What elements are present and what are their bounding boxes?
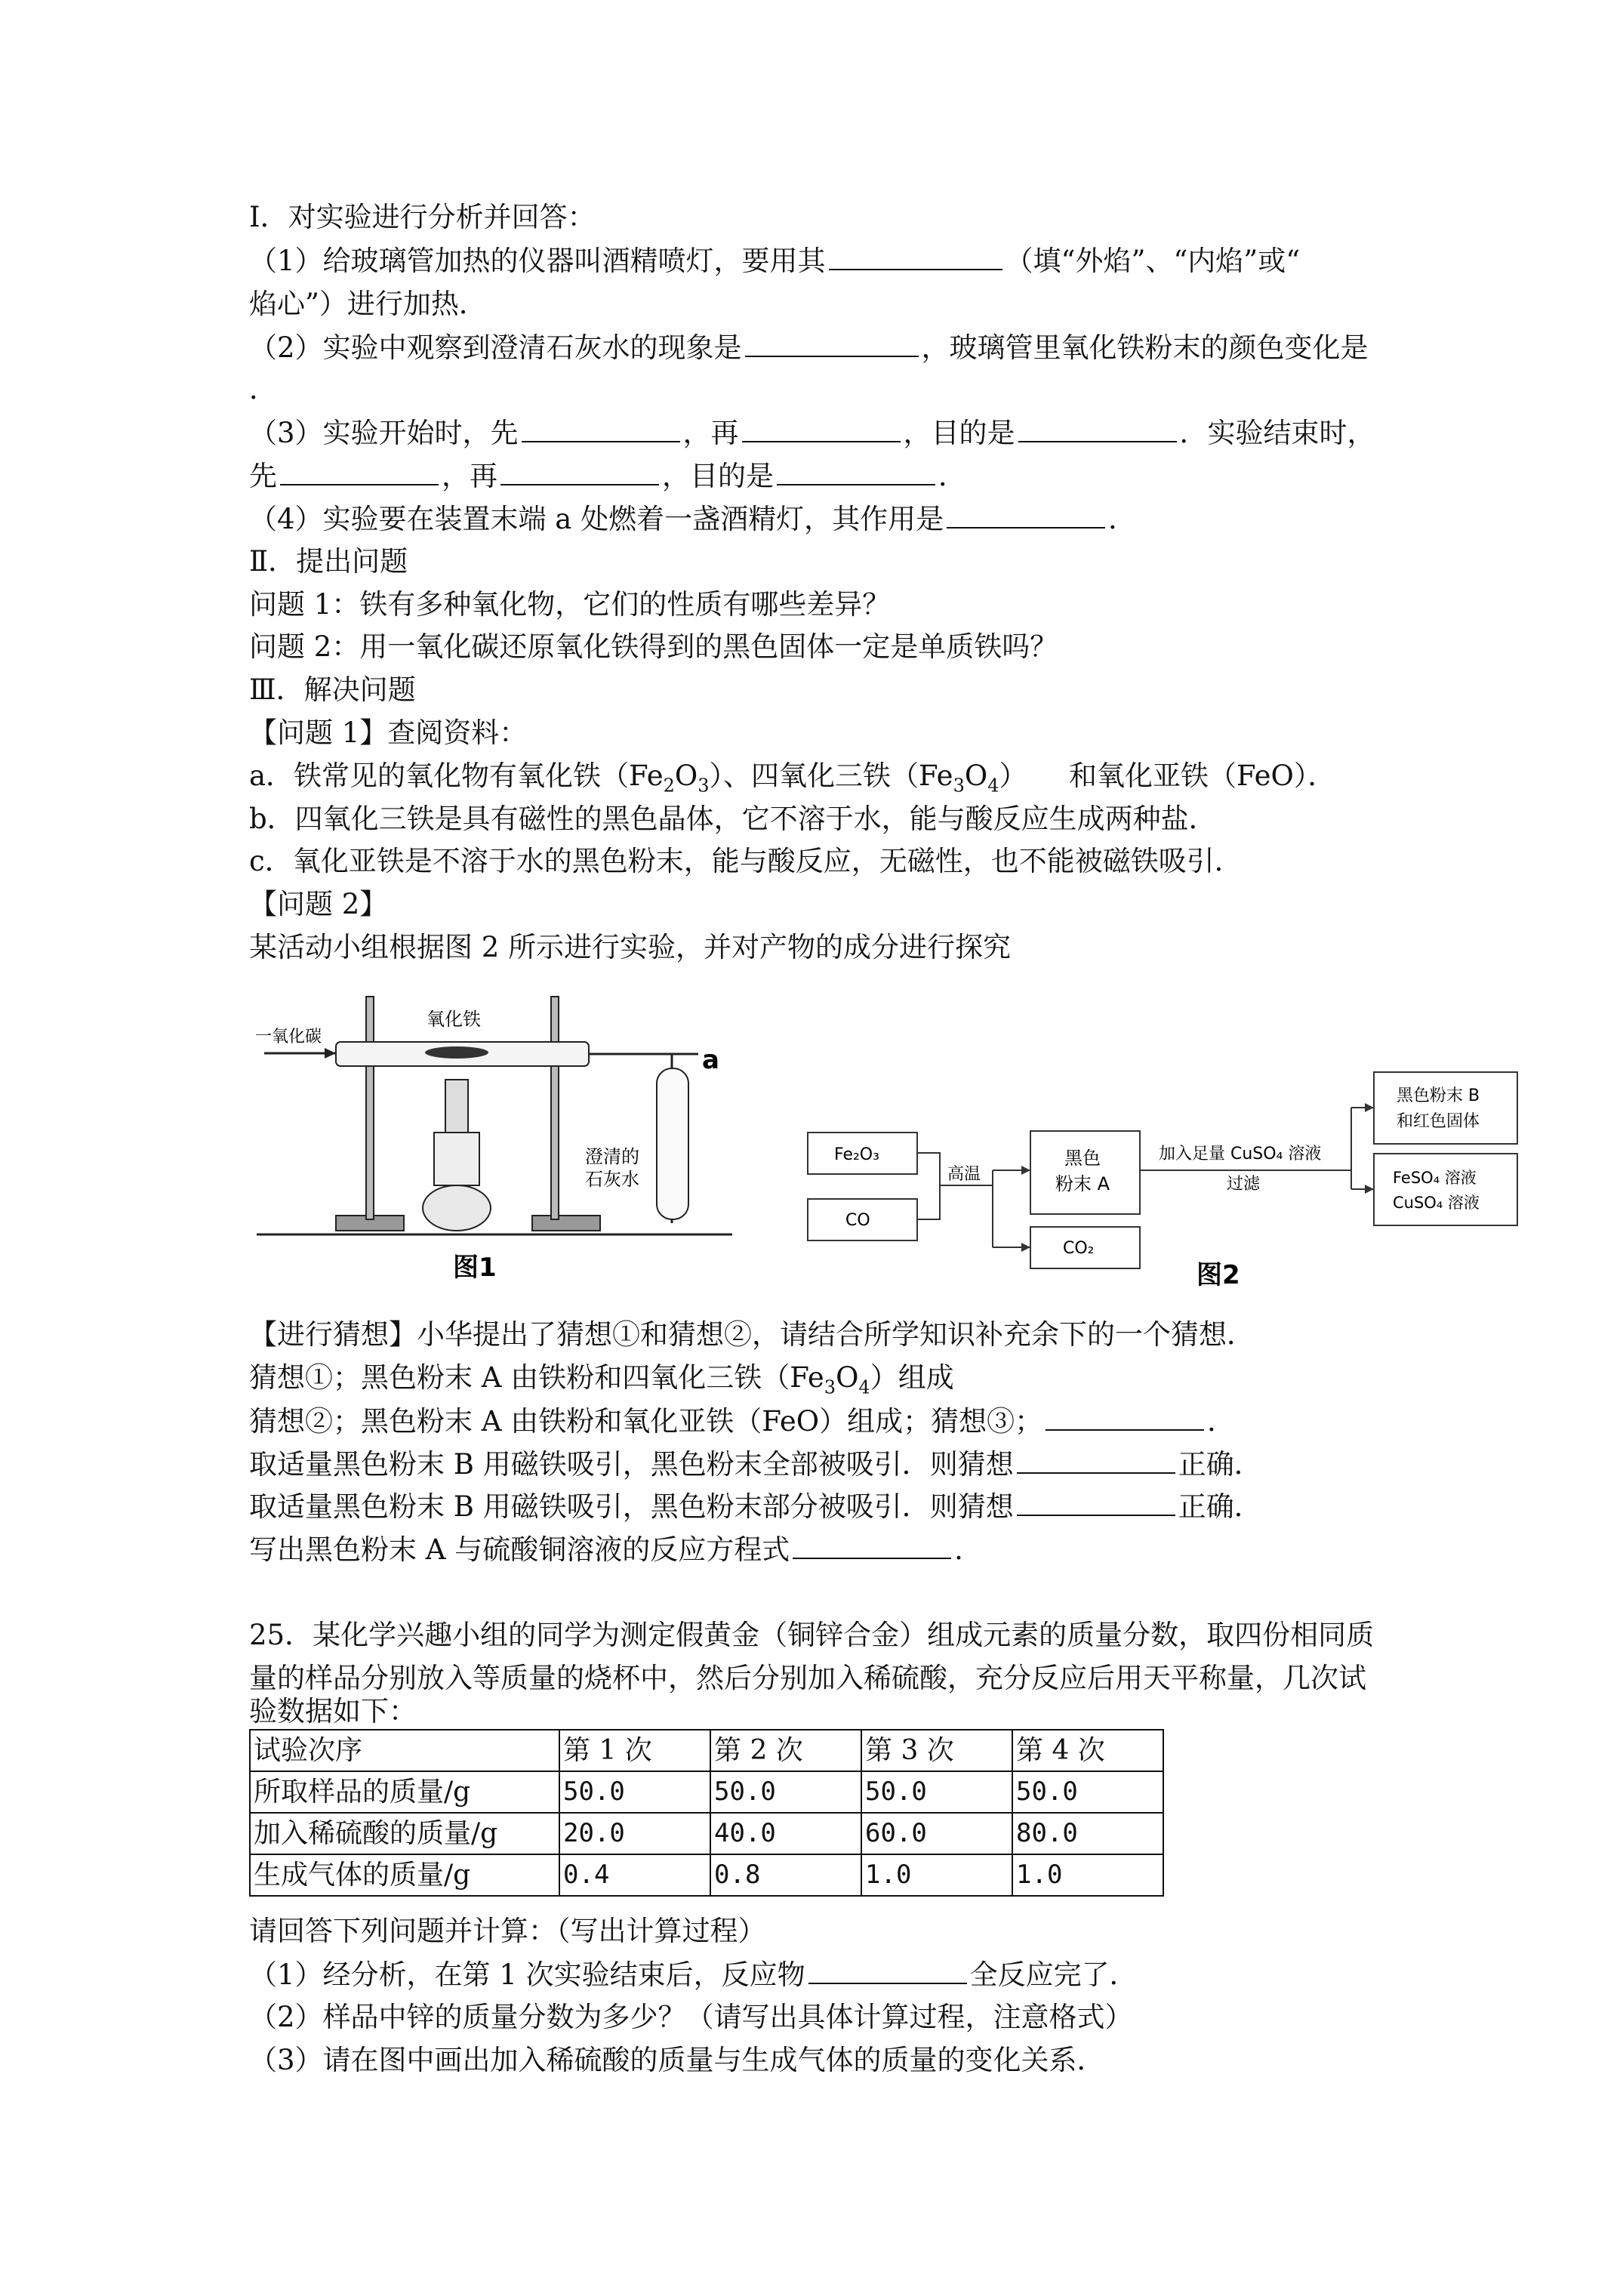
table-cell: 50.0	[559, 1771, 710, 1813]
answer-blank[interactable]	[777, 458, 935, 485]
figure2-flowchart	[800, 1065, 1540, 1291]
stand-base-right	[532, 1216, 600, 1231]
table-cell: 生成气体的质量/g	[250, 1854, 559, 1896]
q25-line1: 25．某化学兴趣小组的同学为测定假黄金（铜锌合金）组成元素的质量分数，取四份相同质	[249, 1619, 1375, 1651]
guess-intro: 【进行猜想】小华提出了猜想①和猜想②，请结合所学知识补充余下的一个猜想．	[249, 1318, 1255, 1351]
stand-rod-left	[366, 997, 374, 1219]
box-black-powder-a	[1030, 1131, 1140, 1214]
table-header-row	[250, 1730, 1163, 1771]
part1-q3: （3）实验开始时，先 ，再 ，目的是 ．实验结束时，	[249, 417, 1375, 449]
q25-instruction: 请回答下列问题并计算：（写出计算过程）	[249, 1915, 766, 1947]
part1-q3-cont: 先 ，再 ，目的是 ．	[249, 460, 966, 492]
table-header-cell: 第 3 次	[861, 1730, 1012, 1771]
q25-sub1: （1）经分析，在第 1 次实验结束后，反应物 全反应完了．	[249, 1959, 1138, 1991]
answer-blank[interactable]	[280, 458, 439, 485]
table-header-cell: 试验次序	[250, 1730, 559, 1771]
experiment-data-table	[249, 1729, 1164, 1897]
answer-blank[interactable]	[947, 501, 1105, 529]
table-cell: 0.4	[559, 1854, 710, 1896]
table-cell: 60.0	[861, 1813, 1012, 1854]
part2-problem2: 问题 2：用一氧化碳还原氧化铁得到的黑色固体一定是单质铁吗？	[249, 630, 1058, 663]
part3-problem1-title: 【问题 1】查阅资料：	[249, 717, 528, 749]
text-co2: CO₂	[1063, 1239, 1095, 1258]
text-black-1: 黑色	[1064, 1148, 1101, 1169]
part1-q1: （1）给玻璃管加热的仪器叫酒精喷灯，要用其 （填“外焰”、“内焰”或“	[249, 245, 1301, 277]
equation-line: 写出黑色粉末 A 与硫酸铜溶液的反应方程式 ．	[249, 1533, 983, 1566]
iron-oxide-powder	[425, 1046, 488, 1059]
answer-blank[interactable]	[793, 1532, 951, 1559]
q25-sub2: （2）样品中锌的质量分数为多少？（请写出具体计算过程，注意格式）	[249, 2001, 1133, 2033]
answer-blank[interactable]	[808, 1957, 967, 1984]
label-a: a	[702, 1045, 719, 1075]
part2-problem1: 问题 1：铁有多种氧化物，它们的性质有哪些差异？	[249, 588, 891, 621]
test-2: 取适量黑色粉末 B 用磁铁吸引，黑色粉末部分被吸引．则猜想 正确．	[249, 1490, 1262, 1523]
part1-q2: （2）实验中观察到澄清石灰水的现象是 ，玻璃管里氧化铁粉末的颜色变化是	[249, 331, 1369, 364]
test-tube	[657, 1068, 688, 1219]
label-limewater-1: 澄清的	[585, 1146, 639, 1167]
answer-blank[interactable]	[1017, 1447, 1175, 1474]
guess-2: 猜想②；黑色粉末 A 由铁粉和氧化亚铁（FeO）组成；猜想③； ．	[249, 1405, 1236, 1438]
text-filter: 过滤	[1227, 1175, 1261, 1194]
burner-base	[423, 1185, 491, 1231]
text-b-1: 黑色粉末 B	[1397, 1086, 1480, 1105]
test-1: 取适量黑色粉末 B 用磁铁吸引，黑色粉末全部被吸引．则猜想 正确．	[249, 1448, 1262, 1481]
answer-blank[interactable]	[1046, 1404, 1204, 1431]
table-cell: 50.0	[861, 1771, 1012, 1813]
burner-flame	[445, 1080, 468, 1133]
answer-blank[interactable]	[1018, 415, 1177, 442]
label-limewater-2: 石灰水	[585, 1169, 639, 1190]
table-cell: 1.0	[861, 1854, 1012, 1896]
table-cell: 40.0	[710, 1813, 861, 1854]
table-row	[250, 1771, 1163, 1813]
q25-line2: 量的样品分别放入等质量的烧杯中，然后分别加入稀硫酸，充分反应后用天平称量，几次试	[249, 1662, 1366, 1694]
text-co: CO	[845, 1211, 870, 1230]
figure1-caption: 图1	[453, 1253, 497, 1283]
q25-sub3: （3）请在图中画出加入稀硫酸的质量与生成气体的质量的变化关系．	[249, 2044, 1105, 2076]
table-cell: 80.0	[1012, 1813, 1163, 1854]
table-cell: 50.0	[1012, 1771, 1163, 1813]
label-co: 一氧化碳	[255, 1028, 322, 1046]
table-row	[250, 1813, 1163, 1854]
merge-line	[917, 1153, 940, 1219]
part3-info-a: a．铁常见的氧化物有氧化铁$(Fe_2O_3)$、四氧化三铁$(Fe_3O_4)$ 和氧化亚铁（FeO）．	[249, 760, 1336, 797]
text-black-2: 粉末 A	[1055, 1173, 1110, 1194]
text-fe2o3: Fe₂O₃	[834, 1145, 879, 1164]
filter-split-line	[1351, 1108, 1374, 1189]
answer-blank[interactable]	[500, 458, 659, 485]
box-solutions	[1374, 1154, 1517, 1225]
table-header-cell: 第 1 次	[559, 1730, 710, 1771]
text-sol-2: CuSO₄ 溶液	[1393, 1194, 1480, 1212]
table-row	[250, 1854, 1163, 1896]
part1-q4: （4）实验要在装置末端 a 处燃着一盏酒精灯，其作用是 ．	[249, 503, 1137, 535]
table-header-cell: 第 4 次	[1012, 1730, 1163, 1771]
part1-q1-cont: 焰心”）进行加热．	[249, 288, 487, 320]
part3-info-b: b．四氧化三铁是具有磁性的黑色晶体，它不溶于水，能与酸反应生成两种盐．	[249, 803, 1217, 835]
answer-blank[interactable]	[1017, 1489, 1175, 1516]
answer-blank[interactable]	[522, 415, 680, 442]
label-iron-oxide: 氧化铁	[427, 1009, 481, 1030]
q25-line3: 验数据如下：	[249, 1695, 417, 1727]
table-cell: 1.0	[1012, 1854, 1163, 1896]
table-header-cell: 第 2 次	[710, 1730, 861, 1771]
part3-problem2-intro: 某活动小组根据图 2 所示进行实验，并对产物的成分进行探究	[249, 931, 1012, 963]
split-line	[993, 1170, 1030, 1247]
table-cell: 加入稀硫酸的质量/g	[250, 1813, 559, 1854]
part1-q2-cont: ．	[249, 373, 277, 405]
text-sol-1: FeSO₄ 溶液	[1393, 1169, 1477, 1187]
stand-rod-right	[551, 997, 559, 1219]
text-add-cuso4: 加入足量 CuSO₄ 溶液	[1159, 1145, 1322, 1163]
answer-blank[interactable]	[829, 243, 1002, 270]
answer-blank[interactable]	[742, 415, 901, 442]
text-high-temp: 高温	[947, 1165, 981, 1184]
figure1-apparatus	[249, 982, 793, 1284]
part3-problem2-title: 【问题 2】	[249, 888, 388, 920]
answer-blank[interactable]	[745, 330, 919, 357]
part1-heading: Ⅰ．对实验进行分析并回答：	[249, 201, 596, 233]
table-cell: 50.0	[710, 1771, 861, 1813]
table-cell: 20.0	[559, 1813, 710, 1854]
figure2-caption: 图2	[1196, 1260, 1240, 1290]
table-cell: 所取样品的质量/g	[250, 1771, 559, 1813]
part2-heading: Ⅱ．提出问题	[249, 545, 408, 578]
table-cell: 0.8	[710, 1854, 861, 1896]
burner-body	[434, 1133, 479, 1185]
box-black-powder-b	[1374, 1072, 1517, 1144]
guess-1: 猜想①；黑色粉末 A 由铁粉和四氧化三铁$(Fe_3O_4)$组成	[249, 1361, 954, 1398]
text-b-2: 和红色固体	[1397, 1112, 1480, 1131]
part3-info-c: c．氧化亚铁是不溶于水的黑色粉末，能与酸反应，无磁性，也不能被磁铁吸引．	[249, 845, 1243, 877]
part3-heading: Ⅲ．解决问题	[249, 673, 416, 706]
